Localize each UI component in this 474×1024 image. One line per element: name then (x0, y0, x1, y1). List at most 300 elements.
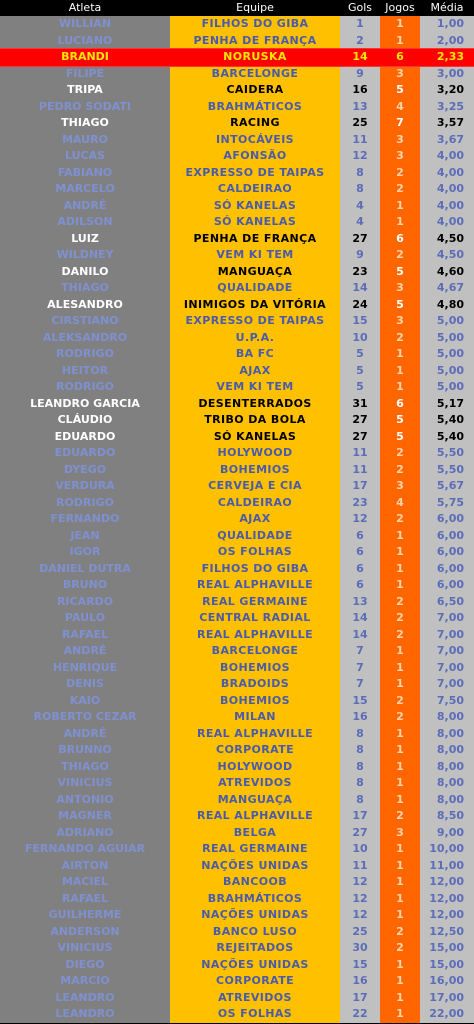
athlete-cell: LEANDRO GARCIA (0, 396, 170, 413)
athlete-cell: RAFAEL (0, 627, 170, 644)
games-cell: 5 (380, 297, 420, 314)
athlete-cell: PEDRO SODATI (0, 99, 170, 116)
average-cell: 8,00 (420, 775, 474, 792)
table-row (0, 957, 474, 974)
goals-cell: 27 (340, 429, 380, 446)
athlete-cell: THIAGO (0, 759, 170, 776)
games-cell: 1 (380, 759, 420, 776)
games-cell: 1 (380, 676, 420, 693)
table-row (0, 445, 474, 462)
goals-cell: 7 (340, 676, 380, 693)
goals-cell: 8 (340, 181, 380, 198)
goals-cell: 24 (340, 297, 380, 314)
games-cell: 1 (380, 363, 420, 380)
goals-cell: 1 (340, 16, 380, 33)
team-cell: FILHOS DO GIBA (170, 16, 340, 33)
goals-cell: 5 (340, 346, 380, 363)
average-cell: 5,75 (420, 495, 474, 512)
average-cell: 5,67 (420, 478, 474, 495)
games-cell: 1 (380, 742, 420, 759)
average-cell: 5,00 (420, 363, 474, 380)
table-row (0, 775, 474, 792)
table-row (0, 792, 474, 809)
goals-cell: 31 (340, 396, 380, 413)
team-cell: U.P.A. (170, 330, 340, 347)
games-cell: 2 (380, 610, 420, 627)
athlete-cell: KAIO (0, 693, 170, 710)
games-cell: 1 (380, 198, 420, 215)
athlete-cell: HEITOR (0, 363, 170, 380)
goals-cell: 12 (340, 511, 380, 528)
athlete-cell: TRIPA (0, 82, 170, 99)
team-cell: BOHEMIOS (170, 462, 340, 479)
games-cell: 1 (380, 660, 420, 677)
athlete-cell: ANDRÉ (0, 198, 170, 215)
athlete-cell: RODRIGO (0, 495, 170, 512)
average-cell: 3,00 (420, 66, 474, 83)
average-cell: 3,67 (420, 132, 474, 149)
average-cell: 10,00 (420, 841, 474, 858)
average-cell: 15,00 (420, 940, 474, 957)
games-cell: 2 (380, 709, 420, 726)
games-cell: 2 (380, 924, 420, 941)
average-cell: 4,00 (420, 214, 474, 231)
team-cell: BRAHMÁTICOS (170, 891, 340, 908)
games-cell: 1 (380, 858, 420, 875)
average-cell: 5,17 (420, 396, 474, 413)
table-row (0, 165, 474, 182)
goals-cell: 25 (340, 924, 380, 941)
table-row (0, 379, 474, 396)
team-cell: AFONSÃO (170, 148, 340, 165)
team-cell: VEM KI TEM (170, 247, 340, 264)
team-cell: AJAX (170, 363, 340, 380)
athlete-cell: VINICIUS (0, 940, 170, 957)
athlete-cell: PAULO (0, 610, 170, 627)
team-cell: AJAX (170, 511, 340, 528)
athlete-cell: ALEKSANDRO (0, 330, 170, 347)
athlete-cell: IGOR (0, 544, 170, 561)
games-cell: 5 (380, 82, 420, 99)
athlete-cell: RODRIGO (0, 346, 170, 363)
table-row (0, 363, 474, 380)
games-cell: 1 (380, 33, 420, 50)
athlete-cell: DENIS (0, 676, 170, 693)
header-team[interactable]: Equipe (236, 1, 274, 14)
athlete-cell: WILLIAN (0, 16, 170, 33)
games-cell: 2 (380, 693, 420, 710)
athlete-cell: RAFAEL (0, 891, 170, 908)
team-cell: VEM KI TEM (170, 379, 340, 396)
athlete-cell: AIRTON (0, 858, 170, 875)
average-cell: 7,00 (420, 676, 474, 693)
table-row (0, 874, 474, 891)
table-row (0, 726, 474, 743)
table-row (0, 940, 474, 957)
goals-cell: 14 (340, 280, 380, 297)
table-row (0, 313, 474, 330)
table-row (0, 643, 474, 660)
team-cell: HOLYWOOD (170, 445, 340, 462)
goals-cell: 30 (340, 940, 380, 957)
team-cell: REAL ALPHAVILLE (170, 627, 340, 644)
goals-cell: 14 (340, 627, 380, 644)
average-cell: 7,00 (420, 610, 474, 627)
table-row (0, 577, 474, 594)
team-cell: CENTRAL RADIAL (170, 610, 340, 627)
athlete-cell: FERNANDO AGUIAR (0, 841, 170, 858)
goals-cell: 9 (340, 66, 380, 83)
athlete-cell: LUCAS (0, 148, 170, 165)
table-row (0, 181, 474, 198)
games-cell: 1 (380, 561, 420, 578)
team-cell: REAL GERMAINE (170, 841, 340, 858)
average-cell: 4,00 (420, 198, 474, 215)
table-row (0, 825, 474, 842)
games-cell: 1 (380, 990, 420, 1007)
goals-cell: 16 (340, 973, 380, 990)
table-row (0, 676, 474, 693)
table-row (0, 16, 474, 33)
goals-cell: 17 (340, 990, 380, 1007)
goals-cell: 7 (340, 643, 380, 660)
athlete-cell: MARCELO (0, 181, 170, 198)
athlete-cell: LEANDRO (0, 990, 170, 1007)
games-cell: 6 (380, 396, 420, 413)
games-cell: 2 (380, 511, 420, 528)
games-cell: 1 (380, 643, 420, 660)
goals-cell: 17 (340, 478, 380, 495)
athlete-cell: BRUNNO (0, 742, 170, 759)
athlete-cell: ADILSON (0, 214, 170, 231)
athlete-cell: LUCIANO (0, 33, 170, 50)
team-cell: RACING (170, 115, 340, 132)
games-cell: 3 (380, 825, 420, 842)
table-row (0, 990, 474, 1007)
table-row (0, 297, 474, 314)
table-row (0, 973, 474, 990)
goals-cell: 15 (340, 957, 380, 974)
table-row (0, 280, 474, 297)
table-row (0, 429, 474, 446)
table-row (0, 495, 474, 512)
games-cell: 1 (380, 891, 420, 908)
goals-cell: 13 (340, 99, 380, 116)
team-cell: BA FC (170, 346, 340, 363)
athlete-cell: CLÁUDIO (0, 412, 170, 429)
goals-cell: 8 (340, 759, 380, 776)
athlete-cell: THIAGO (0, 115, 170, 132)
games-cell: 6 (380, 49, 420, 66)
goals-cell: 15 (340, 693, 380, 710)
athlete-cell: ALESANDRO (0, 297, 170, 314)
games-cell: 2 (380, 445, 420, 462)
table-row (0, 610, 474, 627)
goals-cell: 12 (340, 891, 380, 908)
table-row (0, 132, 474, 149)
athlete-cell: LEANDRO (0, 1006, 170, 1023)
average-cell: 3,20 (420, 82, 474, 99)
goals-cell: 12 (340, 874, 380, 891)
average-cell: 8,00 (420, 759, 474, 776)
average-cell: 7,00 (420, 627, 474, 644)
team-cell: EXPRESSO DE TAIPAS (170, 313, 340, 330)
average-cell: 3,25 (420, 99, 474, 116)
games-cell: 1 (380, 775, 420, 792)
header-average[interactable]: Média (430, 1, 464, 14)
goals-cell: 13 (340, 594, 380, 611)
average-cell: 4,00 (420, 181, 474, 198)
games-cell: 5 (380, 264, 420, 281)
goals-cell: 8 (340, 775, 380, 792)
athlete-cell: RODRIGO (0, 379, 170, 396)
table-row (0, 1006, 474, 1023)
goals-cell: 6 (340, 577, 380, 594)
team-cell: PENHA DE FRANÇA (170, 33, 340, 50)
team-cell: REAL ALPHAVILLE (170, 726, 340, 743)
average-cell: 7,50 (420, 693, 474, 710)
table-row (0, 544, 474, 561)
team-cell: NAÇÕES UNIDAS (170, 858, 340, 875)
table-row (0, 115, 474, 132)
games-cell: 2 (380, 247, 420, 264)
average-cell: 6,00 (420, 577, 474, 594)
average-cell: 4,67 (420, 280, 474, 297)
team-cell: BANCOOB (170, 874, 340, 891)
goals-cell: 8 (340, 165, 380, 182)
team-cell: MANGUAÇA (170, 792, 340, 809)
goals-cell: 4 (340, 214, 380, 231)
goals-cell: 6 (340, 561, 380, 578)
athlete-cell: MAGNER (0, 808, 170, 825)
team-cell: ATREVIDOS (170, 990, 340, 1007)
goals-cell: 14 (340, 610, 380, 627)
athlete-cell: FILIPE (0, 66, 170, 83)
team-cell: MANGUAÇA (170, 264, 340, 281)
games-cell: 1 (380, 874, 420, 891)
average-cell: 9,00 (420, 825, 474, 842)
team-cell: OS FOLHAS (170, 544, 340, 561)
games-cell: 1 (380, 528, 420, 545)
games-cell: 3 (380, 132, 420, 149)
table-row (0, 346, 474, 363)
goals-cell: 11 (340, 858, 380, 875)
table-row (0, 528, 474, 545)
team-cell: NORUSKA (170, 49, 340, 66)
average-cell: 4,00 (420, 165, 474, 182)
athlete-cell: BRANDI (0, 49, 170, 66)
average-cell: 5,40 (420, 412, 474, 429)
average-cell: 15,00 (420, 957, 474, 974)
table-row (0, 462, 474, 479)
games-cell: 5 (380, 429, 420, 446)
team-cell: TRIBO DA BOLA (170, 412, 340, 429)
athlete-cell: MARCIO (0, 973, 170, 990)
games-cell: 3 (380, 66, 420, 83)
games-cell: 2 (380, 330, 420, 347)
goals-cell: 16 (340, 709, 380, 726)
goals-cell: 2 (340, 33, 380, 50)
games-cell: 2 (380, 808, 420, 825)
goals-cell: 8 (340, 792, 380, 809)
average-cell: 16,00 (420, 973, 474, 990)
athlete-cell: WILDNEY (0, 247, 170, 264)
games-cell: 1 (380, 214, 420, 231)
team-cell: ATREVIDOS (170, 775, 340, 792)
games-cell: 1 (380, 16, 420, 33)
average-cell: 17,00 (420, 990, 474, 1007)
team-cell: SÓ KANELAS (170, 214, 340, 231)
goals-cell: 25 (340, 115, 380, 132)
athlete-cell: ADRIANO (0, 825, 170, 842)
athlete-cell: DANIEL DUTRA (0, 561, 170, 578)
table-row (0, 907, 474, 924)
table-row (0, 891, 474, 908)
games-cell: 3 (380, 313, 420, 330)
athlete-cell: DYEGO (0, 462, 170, 479)
table-row (0, 808, 474, 825)
goals-cell: 10 (340, 841, 380, 858)
average-cell: 11,00 (420, 858, 474, 875)
athlete-cell: EDUARDO (0, 429, 170, 446)
average-cell: 8,00 (420, 726, 474, 743)
athlete-cell: ANTONIO (0, 792, 170, 809)
table-row (0, 198, 474, 215)
goals-cell: 17 (340, 808, 380, 825)
athlete-cell: CIRSTIANO (0, 313, 170, 330)
goals-cell: 14 (340, 49, 380, 66)
table-row (0, 709, 474, 726)
team-cell: HOLYWOOD (170, 759, 340, 776)
athlete-cell: VERDURA (0, 478, 170, 495)
games-cell: 4 (380, 495, 420, 512)
athlete-cell: MACIEL (0, 874, 170, 891)
average-cell: 5,00 (420, 346, 474, 363)
athlete-cell: DIEGO (0, 957, 170, 974)
table-row (0, 396, 474, 413)
team-cell: SÓ KANELAS (170, 198, 340, 215)
athlete-cell: DANILO (0, 264, 170, 281)
games-cell: 2 (380, 165, 420, 182)
games-cell: 1 (380, 1006, 420, 1023)
goals-cell: 27 (340, 825, 380, 842)
average-cell: 6,00 (420, 528, 474, 545)
athlete-cell: HENRIQUE (0, 660, 170, 677)
header-athlete[interactable]: Atleta (68, 1, 102, 14)
average-cell: 5,50 (420, 462, 474, 479)
goals-cell: 5 (340, 379, 380, 396)
goals-cell: 11 (340, 445, 380, 462)
average-cell: 6,00 (420, 511, 474, 528)
average-cell: 1,00 (420, 16, 474, 33)
average-cell: 5,00 (420, 313, 474, 330)
team-cell: CORPORATE (170, 973, 340, 990)
goals-cell: 9 (340, 247, 380, 264)
goals-cell: 16 (340, 82, 380, 99)
header-games[interactable]: Jogos (385, 1, 415, 14)
athlete-cell: FERNANDO (0, 511, 170, 528)
average-cell: 3,57 (420, 115, 474, 132)
table-row (0, 231, 474, 248)
table-row (0, 660, 474, 677)
team-cell: BARCELONGE (170, 643, 340, 660)
team-cell: REAL ALPHAVILLE (170, 577, 340, 594)
team-cell: REAL ALPHAVILLE (170, 808, 340, 825)
table-row (0, 330, 474, 347)
table-row (0, 627, 474, 644)
table-row (0, 33, 474, 50)
average-cell: 6,50 (420, 594, 474, 611)
team-cell: BRAHMÁTICOS (170, 99, 340, 116)
table-row (0, 841, 474, 858)
games-cell: 1 (380, 346, 420, 363)
athlete-cell: JEAN (0, 528, 170, 545)
team-cell: BELGA (170, 825, 340, 842)
table-row (0, 264, 474, 281)
table-row (0, 49, 474, 66)
team-cell: BRADOIDS (170, 676, 340, 693)
games-cell: 3 (380, 280, 420, 297)
athlete-cell: VINICIUS (0, 775, 170, 792)
team-cell: FILHOS DO GIBA (170, 561, 340, 578)
games-cell: 5 (380, 412, 420, 429)
team-cell: CERVEJA E CIA (170, 478, 340, 495)
table-row (0, 478, 474, 495)
team-cell: REAL GERMAINE (170, 594, 340, 611)
team-cell: INTOCÁVEIS (170, 132, 340, 149)
average-cell: 4,60 (420, 264, 474, 281)
team-cell: CORPORATE (170, 742, 340, 759)
table-row (0, 148, 474, 165)
goals-cell: 4 (340, 198, 380, 215)
games-cell: 4 (380, 99, 420, 116)
athlete-cell: THIAGO (0, 280, 170, 297)
team-cell: QUALIDADE (170, 528, 340, 545)
games-cell: 1 (380, 907, 420, 924)
games-cell: 1 (380, 841, 420, 858)
team-cell: SÓ KANELAS (170, 429, 340, 446)
games-cell: 7 (380, 115, 420, 132)
average-cell: 4,80 (420, 297, 474, 314)
goals-cell: 11 (340, 132, 380, 149)
average-cell: 6,00 (420, 544, 474, 561)
goals-cell: 22 (340, 1006, 380, 1023)
games-cell: 1 (380, 544, 420, 561)
table-row (0, 511, 474, 528)
goals-cell: 7 (340, 660, 380, 677)
table-row (0, 594, 474, 611)
team-cell: BOHEMIOS (170, 660, 340, 677)
athlete-cell: LUIZ (0, 231, 170, 248)
table-row (0, 82, 474, 99)
team-cell: NAÇÕES UNIDAS (170, 957, 340, 974)
athlete-cell: MAURO (0, 132, 170, 149)
table-row (0, 693, 474, 710)
games-cell: 1 (380, 957, 420, 974)
team-cell: BANCO LUSO (170, 924, 340, 941)
header-goals[interactable]: Gols (347, 1, 373, 14)
team-cell: OS FOLHAS (170, 1006, 340, 1023)
athlete-cell: ANDERSON (0, 924, 170, 941)
average-cell: 5,40 (420, 429, 474, 446)
average-cell: 12,50 (420, 924, 474, 941)
games-cell: 1 (380, 792, 420, 809)
team-cell: INIMIGOS DA VITÓRIA (170, 297, 340, 314)
goals-cell: 5 (340, 363, 380, 380)
table-row (0, 759, 474, 776)
average-cell: 4,50 (420, 231, 474, 248)
athlete-cell: FABIANO (0, 165, 170, 182)
